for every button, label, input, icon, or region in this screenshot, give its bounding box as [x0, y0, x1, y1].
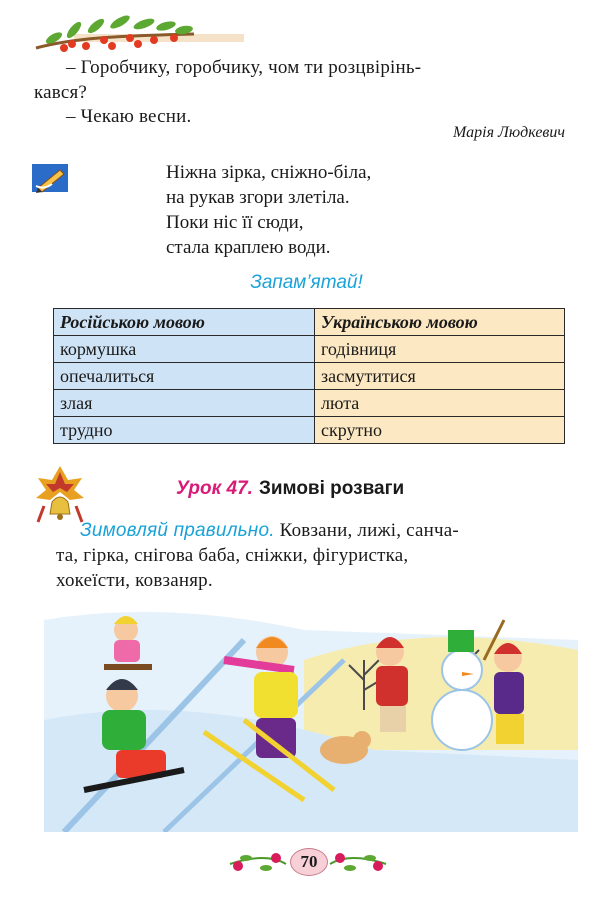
table-cell: годівниця [315, 336, 565, 363]
table-header: Російською мовою [54, 309, 315, 336]
table-row [54, 336, 565, 363]
exercise-words: Ковзани, лижі, санча- [274, 520, 459, 541]
lesson-title: Зимові розваги [258, 478, 405, 499]
author-name: Марія Людкевич [453, 124, 565, 141]
table-cell: засмутитися [315, 363, 565, 390]
exercise-line-3: хокеїсти, ковзаняр. [56, 570, 213, 591]
rowan-branch-ornament-icon [34, 8, 244, 56]
lesson-heading [176, 478, 404, 500]
table-cell: люта [315, 390, 565, 417]
dialog-line-1a: – Горобчику, горобчику, чом ти розцвірінь- [66, 57, 422, 78]
exercise-line-2: та, гірка, снігова баба, сніжки, фігуристка, [56, 545, 409, 566]
table-row [54, 417, 565, 444]
remember-heading: Запам’ятай! [250, 272, 363, 293]
poem-line: Поки ніс її сюди, [166, 212, 304, 233]
poem-line: стала краплею води. [166, 237, 331, 258]
table-cell: скрутно [315, 417, 565, 444]
winter-fun-illustration [44, 600, 578, 832]
table-header-row [54, 309, 565, 336]
dialog-line-2: – Чекаю весни. [66, 106, 192, 127]
autumn-leaves-bell-icon [34, 462, 86, 526]
table-cell: трудно [54, 417, 315, 444]
exercise-instruction: Зимовляй правильно. [80, 520, 275, 541]
lesson-number: Урок 47. [176, 478, 253, 499]
page-number: 70 [290, 848, 328, 876]
poem-line: на рукав згори злетіла. [166, 187, 350, 208]
table-cell: злая [54, 390, 315, 417]
pen-writing-icon [30, 160, 70, 196]
table-header: Українською мовою [315, 309, 565, 336]
riddle-poem [166, 160, 371, 260]
table-row [54, 390, 565, 417]
table-cell: кормушка [54, 336, 315, 363]
poem-line: Ніжна зірка, сніжно-біла, [166, 162, 372, 183]
vocabulary-table [53, 308, 565, 444]
table-row [54, 363, 565, 390]
table-cell: опечалиться [54, 363, 315, 390]
dialog-line-1b: кався? [34, 82, 88, 103]
exercise-line-1 [80, 518, 566, 543]
